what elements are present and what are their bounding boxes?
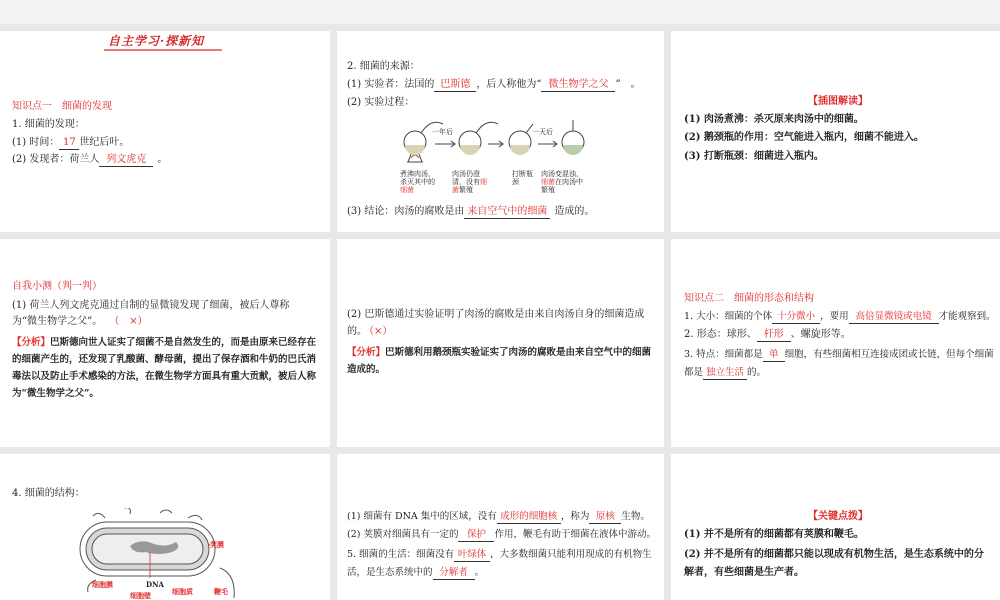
label-flagellum: 鞭毛 bbox=[214, 587, 228, 596]
caption-clear: 肉汤仍澄清，没有细菌繁殖 bbox=[452, 170, 487, 194]
label-one-day-later: 一天后 bbox=[532, 128, 553, 136]
analysis-1: 【分析】巴斯德向世人证实了细菌不是自然发生的，而是由原来已经存在的细菌产生的，还发现了乳酸菌、酵母菌，提出了保存酒和牛奶的巴氏消毒法以及防止手术感染的方法，在微生物学方面具有重大贡献，被后人称为“微生物学之父”。 bbox=[12, 337, 317, 399]
key-point-2: (2) 并不是所有的细菌都只能以现成有机物生活，是生态系统中的分解者，有些细菌是生产者。 bbox=[684, 549, 984, 578]
answer-single: 单 bbox=[763, 349, 785, 362]
bacteria-source-heading: 2. 细菌的来源： bbox=[347, 61, 420, 72]
self-test-question-1: (1) 荷兰人列文虎克通过自制的显微镜发现了细菌，被后人尊称为“微生物学之父”。 （ ×） bbox=[12, 300, 290, 327]
caption-break-neck: 打断瓶颈 bbox=[512, 170, 533, 186]
answer-discoverer: 列文虎克 bbox=[99, 154, 153, 167]
question-discovery: 1. 细菌的发现： bbox=[12, 119, 85, 130]
answer-protect: 保护 bbox=[458, 529, 494, 542]
key-point-1: (1) 并不是所有的细菌都有荚膜和鞭毛。 bbox=[684, 529, 864, 540]
section-title-text: 自主学习·探新知 bbox=[108, 34, 205, 48]
structure-heading: 4. 细菌的结构： bbox=[12, 488, 85, 499]
judgement-mark-1: （ ×） bbox=[114, 316, 148, 327]
knowledge-point-1: 知识点一 细菌的发现 bbox=[12, 101, 112, 112]
label-cytoplasm: 细胞质 bbox=[172, 587, 193, 596]
nucleus-line: (1) 细菌有 DNA 集中的区域，没有 成形的细胞核 ，称为 原核 生物。 bbox=[347, 511, 650, 522]
label-cell-wall: 细胞壁 bbox=[130, 591, 151, 600]
key-points-heading: 【关键点拨】 bbox=[808, 511, 868, 522]
answer-no-nucleus: 成形的细胞核 bbox=[497, 511, 561, 524]
shape-line: 2. 形态：球形、 杆形 、螺旋形等。 bbox=[684, 329, 851, 340]
capsule-function-line: (2) 荚膜对细菌具有一定的 保护 作用，鞭毛有助于细菌在液体中游动。 bbox=[347, 529, 656, 540]
self-test-heading: 自我小测（判一判） bbox=[12, 281, 102, 292]
answer-microscope: 高倍显微镜或电镜 bbox=[849, 311, 939, 324]
swan-neck-flask-diagram bbox=[395, 114, 595, 172]
caption-boil: 煮沸肉汤，杀灭其中的细菌 bbox=[400, 170, 435, 194]
label-capsule: 荚膜 bbox=[210, 540, 224, 549]
self-test-question-2: (2) 巴斯德通过实验证明了肉汤的腐败是由来自肉汤自身的细菌造成的。 （×） bbox=[347, 309, 645, 337]
answer-air-bacteria: 来自空气中的细菌 bbox=[464, 206, 550, 219]
section-title bbox=[104, 31, 224, 53]
answer-pasteur: 巴斯德 bbox=[434, 79, 476, 92]
illustration-point-1: (1) 肉汤煮沸：杀灭原来肉汤中的细菌。 bbox=[684, 114, 864, 125]
size-line: 1. 大小：细菌的个体 十分微小 ，要用 高倍显微镜或电镜 才能观察到。 bbox=[684, 311, 996, 322]
illustration-point-3: (3) 打断瓶颈：细菌进入瓶内。 bbox=[684, 151, 824, 162]
title-underline bbox=[104, 49, 222, 51]
label-cell-membrane: 细胞膜 bbox=[92, 580, 113, 589]
top-bar bbox=[0, 0, 1000, 24]
caption-turbid: 肉汤变混浊，细菌在肉汤中繁殖 bbox=[541, 170, 583, 194]
answer-independent: 独立生活 bbox=[703, 367, 747, 380]
slide-panel-6[interactable] bbox=[671, 239, 1000, 447]
bacteria-life-line: 5. 细菌的生活：细菌没有 叶绿体 ，大多数细菌只能利用现成的有机物生活，是生态系统中的 分解者 。 bbox=[347, 549, 652, 578]
analysis-2: 【分析】巴斯德利用鹅颈瓶实验证实了肉汤的腐败是由来自空气中的细菌造成的。 bbox=[347, 347, 652, 375]
label-one-year-later: 一年后 bbox=[432, 128, 453, 136]
answer-father-title: 微生物学之父 bbox=[541, 79, 615, 92]
answer-rod: 杆形 bbox=[757, 329, 791, 342]
process-heading: (2) 实验过程： bbox=[347, 97, 415, 108]
answer-chloroplast: 叶绿体 bbox=[454, 549, 490, 562]
illustration-point-2: (2) 鹅颈瓶的作用：空气能进入瓶内，细菌不能进入。 bbox=[684, 132, 924, 143]
experimenter-line: (1) 实验者：法国的 巴斯德 ，后人称他为“ 微生物学之父 ” 。 bbox=[347, 79, 641, 90]
answer-tiny: 十分微小 bbox=[772, 311, 820, 324]
slide-panel-5[interactable] bbox=[337, 239, 664, 447]
answer-time: 17 bbox=[59, 137, 79, 150]
knowledge-point-2: 知识点二 细菌的形态和结构 bbox=[684, 293, 814, 304]
answer-decomposer: 分解者 bbox=[433, 567, 475, 580]
feature-line: 3. 特点：细菌都是 单 细胞，有些细菌相互连接成团或长链，但每个细菌都是 独立生活 的。 bbox=[684, 349, 994, 378]
judgement-mark-2: （×） bbox=[369, 326, 393, 337]
answer-prokaryote: 原核 bbox=[589, 511, 621, 524]
discoverer-line: (2) 发现者：荷兰人 列文虎克 。 bbox=[12, 154, 168, 165]
illustration-heading: 【插图解读】 bbox=[808, 96, 868, 107]
conclusion-line: (3) 结论：肉汤的腐败是由 来自空气中的细菌 造成的。 bbox=[347, 206, 595, 217]
label-dna: DNA bbox=[146, 580, 164, 589]
discovery-time-line: (1) 时间： 17 世纪后叶。 bbox=[12, 137, 130, 148]
